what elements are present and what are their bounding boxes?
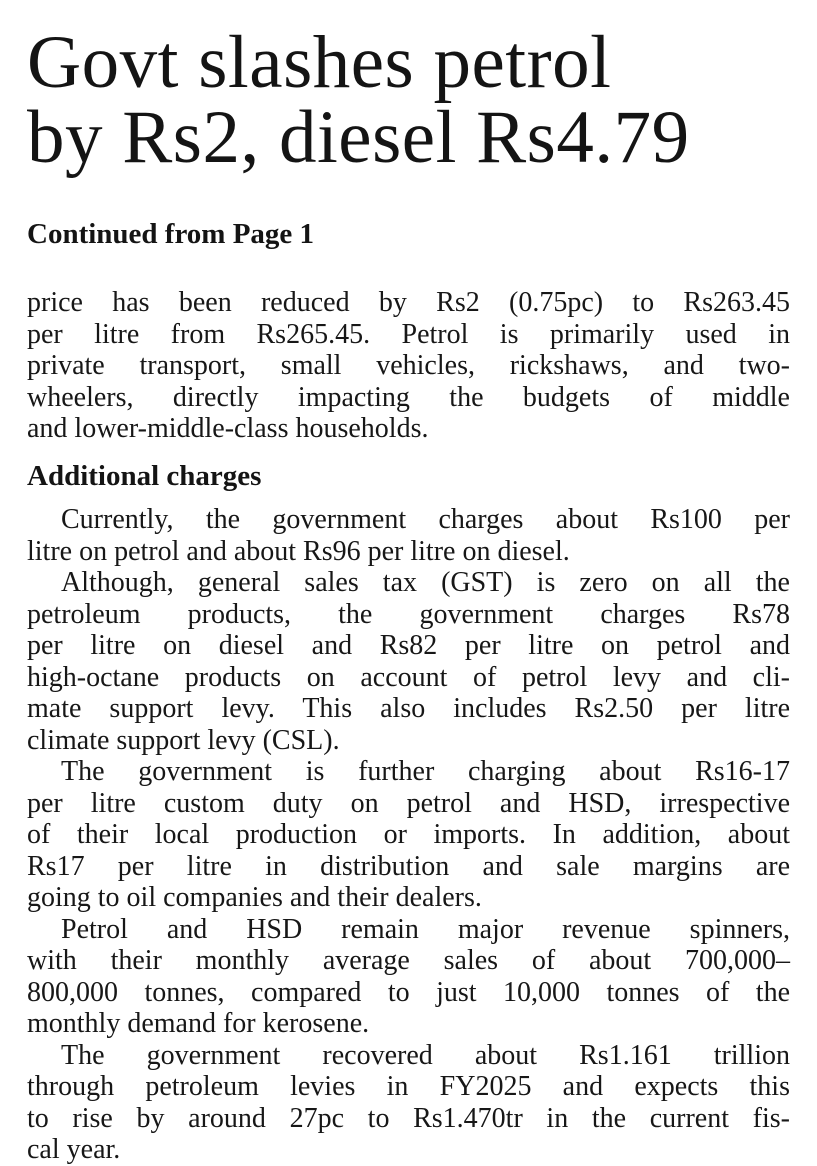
text-line: per litre custom duty on petrol and HSD, irrespective	[27, 787, 790, 819]
text-line: 800,000 tonnes, compared to just 10,000 tonnes of the	[27, 976, 790, 1008]
continued-from-note: Continued from Page 1	[27, 218, 315, 250]
text-line: price has been reduced by Rs2 (0.75pc) to Rs263.45	[27, 287, 790, 318]
text-line: climate support levy (CSL).	[27, 724, 340, 756]
text-line: mate support levy. This also includes Rs2.50 per litre	[27, 693, 790, 724]
paragraph	[27, 567, 790, 756]
text-line: with their monthly average sales of about 700,000–	[27, 945, 790, 976]
text-line: high-octane products on account of petrol levy and cli-	[27, 661, 790, 693]
text-line: monthly demand for kerosene.	[27, 1008, 370, 1039]
paragraph	[27, 1040, 790, 1166]
text-line: The government is further charging about Rs16-17	[61, 756, 790, 787]
headline	[27, 21, 790, 179]
headline-line-1: Govt slashes petrol	[27, 21, 612, 104]
text-line: through petroleum levies in FY2025 and expects this	[27, 1071, 790, 1102]
text-line: wheelers, directly impacting the budgets of middle	[27, 381, 790, 413]
paragraph	[27, 287, 790, 445]
text-line: Rs17 per litre in distribution and sale margins are	[27, 850, 790, 882]
paragraph	[27, 914, 790, 1040]
text-line: and lower-middle-class households.	[27, 413, 429, 444]
text-line: The government recovered about Rs1.161 trillion	[61, 1039, 790, 1071]
text-line: litre on petrol and about Rs96 per litre on diesel.	[27, 535, 570, 567]
text-line: Although, general sales tax (GST) is zero on all the	[61, 567, 790, 598]
article-body	[27, 287, 790, 1166]
section-subhead: Additional charges	[27, 459, 262, 492]
text-line: petroleum products, the government charges Rs78	[27, 598, 790, 630]
text-line: of their local production or imports. In addition, about	[27, 819, 790, 850]
text-line: per litre on diesel and Rs82 per litre on petrol and	[27, 630, 790, 661]
text-line: to rise by around 27pc to Rs1.470tr in the current fis-	[27, 1102, 790, 1134]
text-line: private transport, small vehicles, rickshaws, and two-	[27, 350, 790, 381]
text-line: Petrol and HSD remain major revenue spinners,	[61, 913, 790, 945]
text-line: cal year.	[27, 1134, 121, 1165]
text-line: Currently, the government charges about Rs100 per	[61, 504, 790, 535]
text-line: going to oil companies and their dealers.	[27, 882, 482, 913]
paragraph	[27, 756, 790, 914]
text-line: per litre from Rs265.45. Petrol is primarily used in	[27, 318, 790, 350]
paragraph	[27, 504, 790, 567]
headline-line-2: by Rs2, diesel Rs4.79	[27, 96, 690, 179]
